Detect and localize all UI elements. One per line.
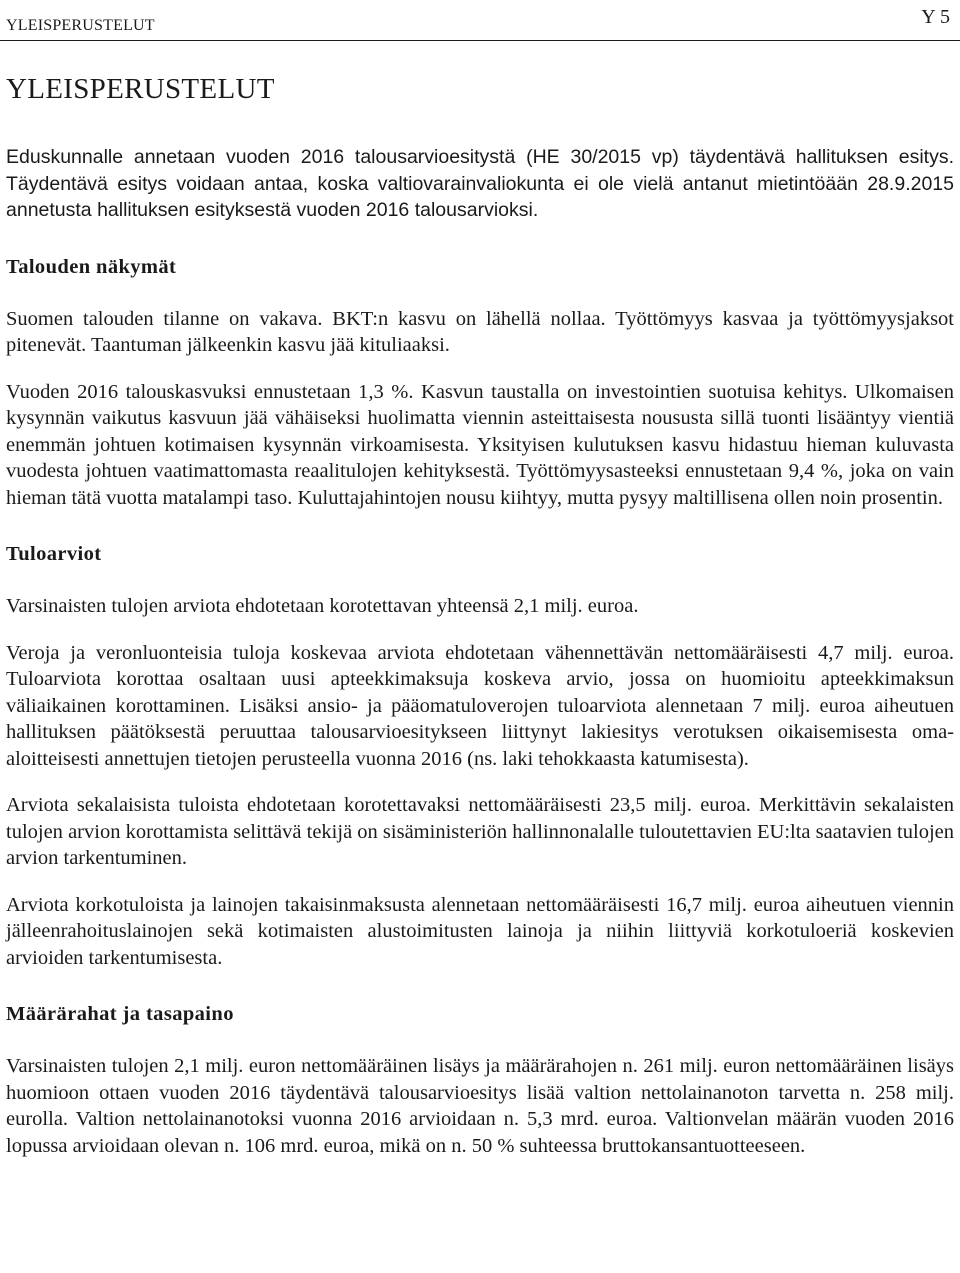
header-rule [0,40,960,41]
paragraph: Veroja ja veronluonteisia tuloja koskevaa arviota ehdotetaan vähennettävän nettomääräisesti 4,7 milj. euroa. Tuloarviota korottaa osaltaan uusi apteekkimaksuja koskeva arvio, jossa on huomioitu apteekkimaksun väliaikainen korottaminen. Lisäksi ansio- ja pääomatuloverojen tuloarviota alennetaan 7 milj. euroa aiheutuen hallituksen päätöksestä peruuttaa talousarvioesitykseen liittynyt lakiesitys verotuksen oikaisemisesta oma-aloitteisesti annettujen tietojen perusteella vuonna 2016 (ns. laki tehokkaasta katumisesta). [6,641,954,770]
running-head-title: YLEISPERUSTELUT [6,17,155,34]
paragraph: Vuoden 2016 talouskasvuksi ennustetaan 1,3 %. Kasvun taustalla on investointien suotuisa kehitys. Ulkomaisen kysynnän vaikutus kasvuun jää vähäiseksi huolimatta viennin asteittaisesta noususta sillä tuonti lisääntyy vientiä enemmän johtuen kotimaisen kysynnän virkoamisesta. Yksityisen kulutuksen kasvu hidastuu hieman kuluvasta vuodesta johtuen vaatimattomasta reaalitulojen kehityksestä. Työttömyysasteeksi ennustetaan 9,4 %, joka on vain hieman tätä vuotta matalampi taso. Kuluttajahintojen nousu kiihtyy, mutta pysyy maltillisena ollen noin prosentin. [6,380,954,509]
section-code: Y 5 [921,6,950,28]
intro-paragraph: Eduskunnalle annetaan vuoden 2016 talousarvioesitystä (HE 30/2015 vp) täydentävä hallituksen esitys. Täydentävä esitys voidaan antaa, koska valtiovarainvaliokunta ei ole vielä antanut mietintöään 28.9.2015 annetusta hallituksen esityksestä vuoden 2016 talousarvioksi. [6,146,954,221]
document-body [6,72,954,1159]
paragraph: Suomen talouden tilanne on vakava. BKT:n kasvu on lähellä nollaa. Työttömyys kasvaa ja työttömyysjaksot pitenevät. Taantuman jälkeenkin kasvu jää kituliaaksi. [6,307,954,356]
section-heading-talouden-nakymat: Talouden näkymät [6,255,177,278]
paragraph: Arviota korkotuloista ja lainojen takaisinmaksusta alennetaan nettomääräisesti 16,7 milj. euroa aiheutuen viennin jälleenrahoituslainojen sekä kotimaisten alustoimitusten lainoja ja niihin liittyviä korkotuloeriä koskevien arvioiden tarkentumisesta. [6,893,954,969]
section-heading-maararahat-ja-tasapaino: Määrärahat ja tasapaino [6,1003,234,1025]
section-heading-tuloarviot: Tuloarviot [6,543,102,565]
paragraph: Varsinaisten tulojen arviota ehdotetaan korotettavan yhteensä 2,1 milj. euroa. [6,595,639,617]
paragraph: Arviota sekalaisista tuloista ehdotetaan korotettavaksi nettomääräisesti 23,5 milj. euroa. Merkittävin sekalaisten tulojen arvion korottamista selittävä tekijä on sisäministeriön hallinnonalalle tuloutettavien EU:lta saatavien tulojen arvion tarkentuminen. [6,794,954,869]
page-title: YLEISPERUSTELUT [6,73,275,105]
paragraph: Varsinaisten tulojen 2,1 milj. euron nettomääräinen lisäys ja määrärahojen n. 261 milj. euron nettomääräinen lisäys huomioon ottaen vuoden 2016 täydentävä talousarvioesitys lisää valtion nettolainanoton tarvetta n. 258 milj. eurolla. Valtion nettolainanotoksi vuonna 2016 arvioidaan n. 5,3 mrd. euroa. Valtionvelan määrän vuoden 2016 lopussa arvioidaan olevan n. 106 mrd. euroa, mikä on n. 50 % suhteessa bruttokansantuotteeseen. [6,1055,954,1157]
